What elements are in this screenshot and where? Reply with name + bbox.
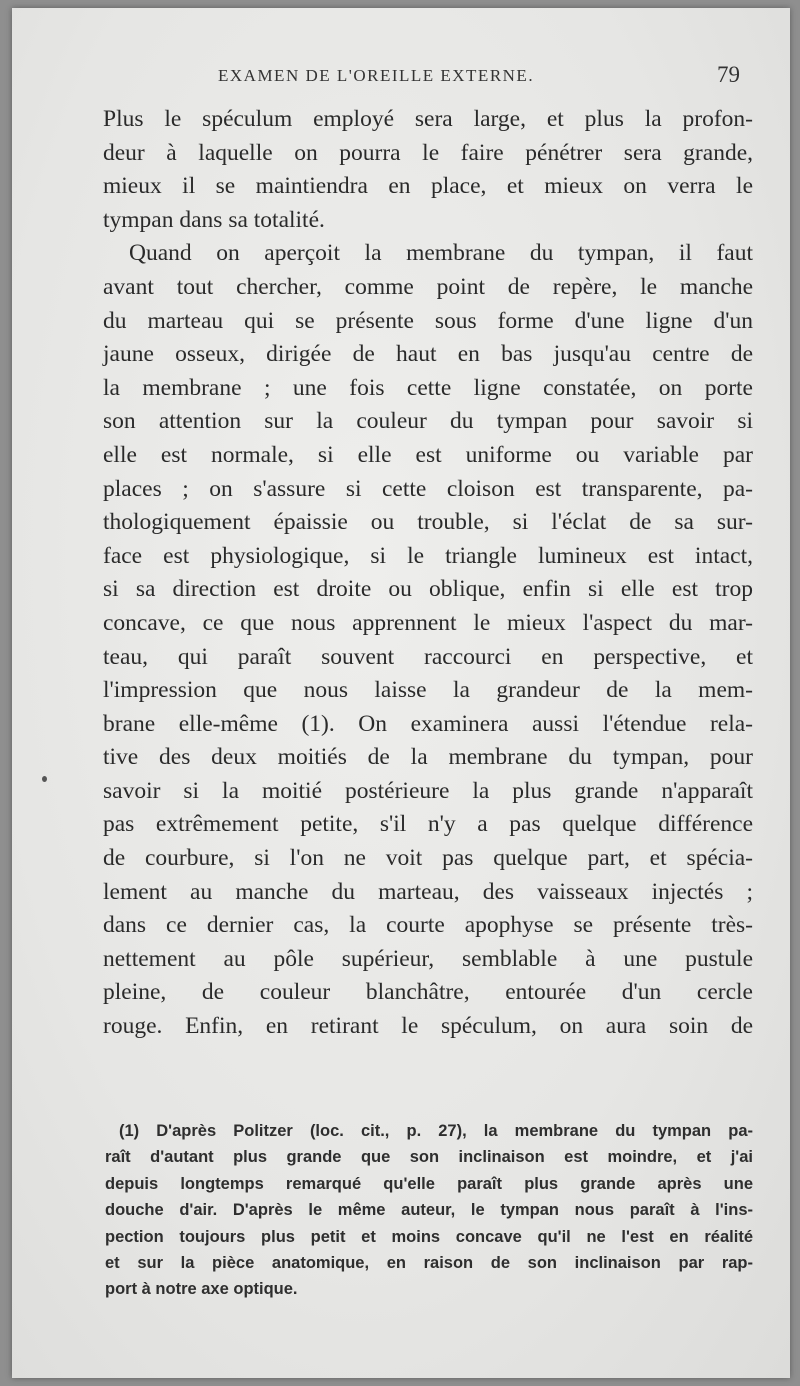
text-line: thologiquement épaissie ou trouble, si l'éclat de sa sur- [103, 509, 753, 536]
text-line: rouge. Enfin, en retirant le spéculum, on aura soin de [103, 1013, 753, 1040]
text-line: l'impression que nous laisse la grandeur de la mem- [103, 677, 753, 704]
text-line: avant tout chercher, comme point de repère, le manche [103, 273, 753, 300]
text-line: Quand on aperçoit la membrane du tympan, il faut [129, 240, 753, 267]
text-line: pas extrêmement petite, s'il n'y a pas quelque différence [103, 811, 753, 838]
text-line: nettement au pôle supérieur, semblable à une pustule [103, 945, 753, 972]
text-line: si sa direction est droite ou oblique, enfin si elle est trop [103, 576, 753, 603]
text-line: tive des deux moitiés de la membrane du tympan, pour [103, 744, 753, 771]
footnote-line: (1) D'après Politzer (loc. cit., p. 27), la membrane du tympan pa- [119, 1122, 753, 1140]
running-title: EXAMEN DE L'OREILLE EXTERNE. [218, 66, 535, 85]
text-line: teau, qui paraît souvent raccourci en perspective, et [103, 643, 753, 670]
footnote-line: raît d'autant plus grande que son inclinaison est moindre, et j'ai [105, 1148, 753, 1167]
text-line: son attention sur la couleur du tympan pour savoir si [103, 408, 753, 435]
text-line: la membrane ; une fois cette ligne constatée, on porte [103, 374, 753, 401]
text-line: deur à laquelle on pourra le faire pénétrer sera grande, [103, 139, 753, 166]
text-line: jaune osseux, dirigée de haut en bas jusqu'au centre de [103, 341, 753, 368]
footnote-line: et sur la pièce anatomique, en raison de son inclinaison par rap- [105, 1253, 753, 1272]
footnote-line: pection toujours plus petit et moins concave qu'il ne l'est en réalité [105, 1227, 753, 1246]
text-line: Plus le spéculum employé sera large, et plus la profon- [103, 106, 753, 132]
text-line: elle est normale, si elle est uniforme ou variable par [103, 441, 753, 468]
text-line: de courbure, si l'on ne voit pas quelque part, et spécia- [103, 845, 753, 872]
text-line: du marteau qui se présente sous forme d'une ligne d'un [103, 307, 753, 334]
text-line: face est physiologique, si le triangle lumineux est intact, [103, 542, 753, 569]
text-line: concave, ce que nous apprennent le mieux l'aspect du mar- [103, 609, 753, 636]
text-line: mieux il se maintiendra en place, et mieux on verra le [103, 173, 753, 200]
margin-dot [42, 776, 47, 782]
footnote-line: douche d'air. D'après le même auteur, le tympan nous paraît à l'ins- [105, 1201, 753, 1220]
footnote-line: port à notre axe optique. [105, 1280, 298, 1299]
text-line: places ; on s'assure si cette cloison est transparente, pa- [103, 475, 753, 502]
book-page [12, 8, 790, 1378]
body-text [103, 103, 753, 1044]
footnote-line: depuis longtemps remarqué qu'elle paraît plus grande après une [105, 1174, 753, 1193]
page-number: 79 [717, 62, 740, 87]
text-line: brane elle-même (1). On examinera aussi l'étendue rela- [103, 710, 753, 737]
text-line: dans ce dernier cas, la courte apophyse se présente très- [103, 912, 753, 939]
footnote [105, 1118, 753, 1303]
text-line: tympan dans sa totalité. [103, 206, 325, 233]
running-head [12, 62, 790, 96]
text-line: pleine, de couleur blanchâtre, entourée d'un cercle [103, 979, 753, 1006]
text-line: lement au manche du marteau, des vaisseaux injectés ; [103, 878, 753, 905]
text-line: savoir si la moitié postérieure la plus grande n'apparaît [103, 777, 753, 804]
